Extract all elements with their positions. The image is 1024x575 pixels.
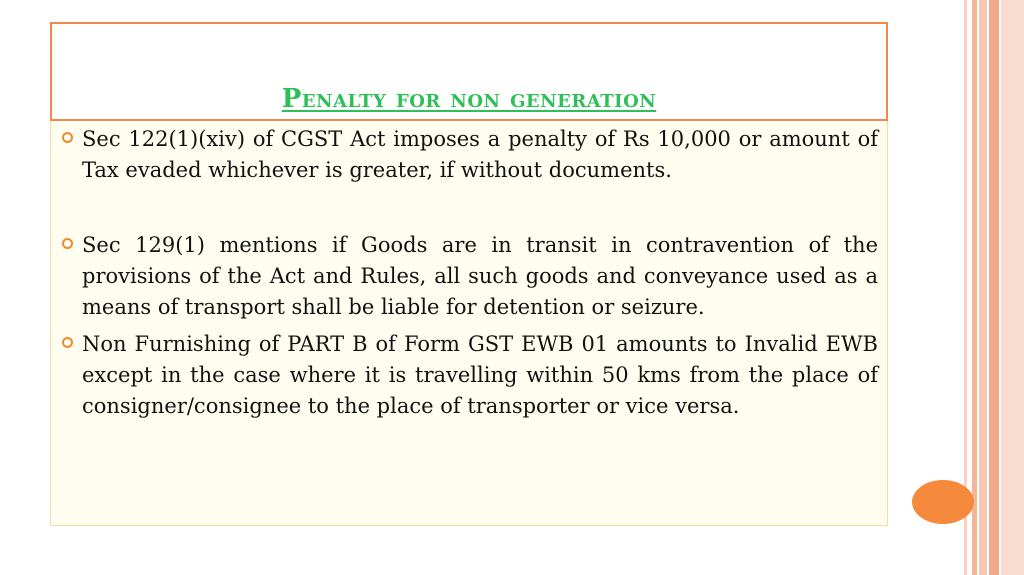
stripe (979, 0, 987, 575)
ring-bullet-icon (62, 132, 73, 143)
stripe (972, 0, 977, 575)
orange-circle-decoration (912, 480, 974, 524)
bullet-text: Non Furnishing of PART B of Form GST EWB 01 amounts to Invalid EWB except in the case where it is travelling within 50 kms from the place of consigner/consignee to the place of transporter or vice versa. (82, 332, 878, 418)
title-panel (50, 22, 888, 121)
stripe (989, 0, 999, 575)
bullet-text: Sec 122(1)(xiv) of CGST Act imposes a penalty of Rs 10,000 or amount of Tax evaded whichever is greater, if without documents. (82, 127, 878, 182)
bullet-item (62, 124, 878, 186)
bullet-item (62, 329, 878, 422)
bullet-item (62, 230, 878, 323)
slide-title: Penalty for non generation (281, 84, 657, 114)
decorative-stripes (964, 0, 1024, 575)
stripe (1001, 0, 1024, 575)
bullet-text: Sec 129(1) mentions if Goods are in transit in contravention of the provisions of the Act and Rules, all such goods and conveyance used as a means of transport shall be liable for detention or seizure. (82, 233, 878, 319)
ring-bullet-icon (62, 238, 73, 249)
ring-bullet-icon (62, 337, 73, 348)
bullet-list (62, 124, 878, 422)
